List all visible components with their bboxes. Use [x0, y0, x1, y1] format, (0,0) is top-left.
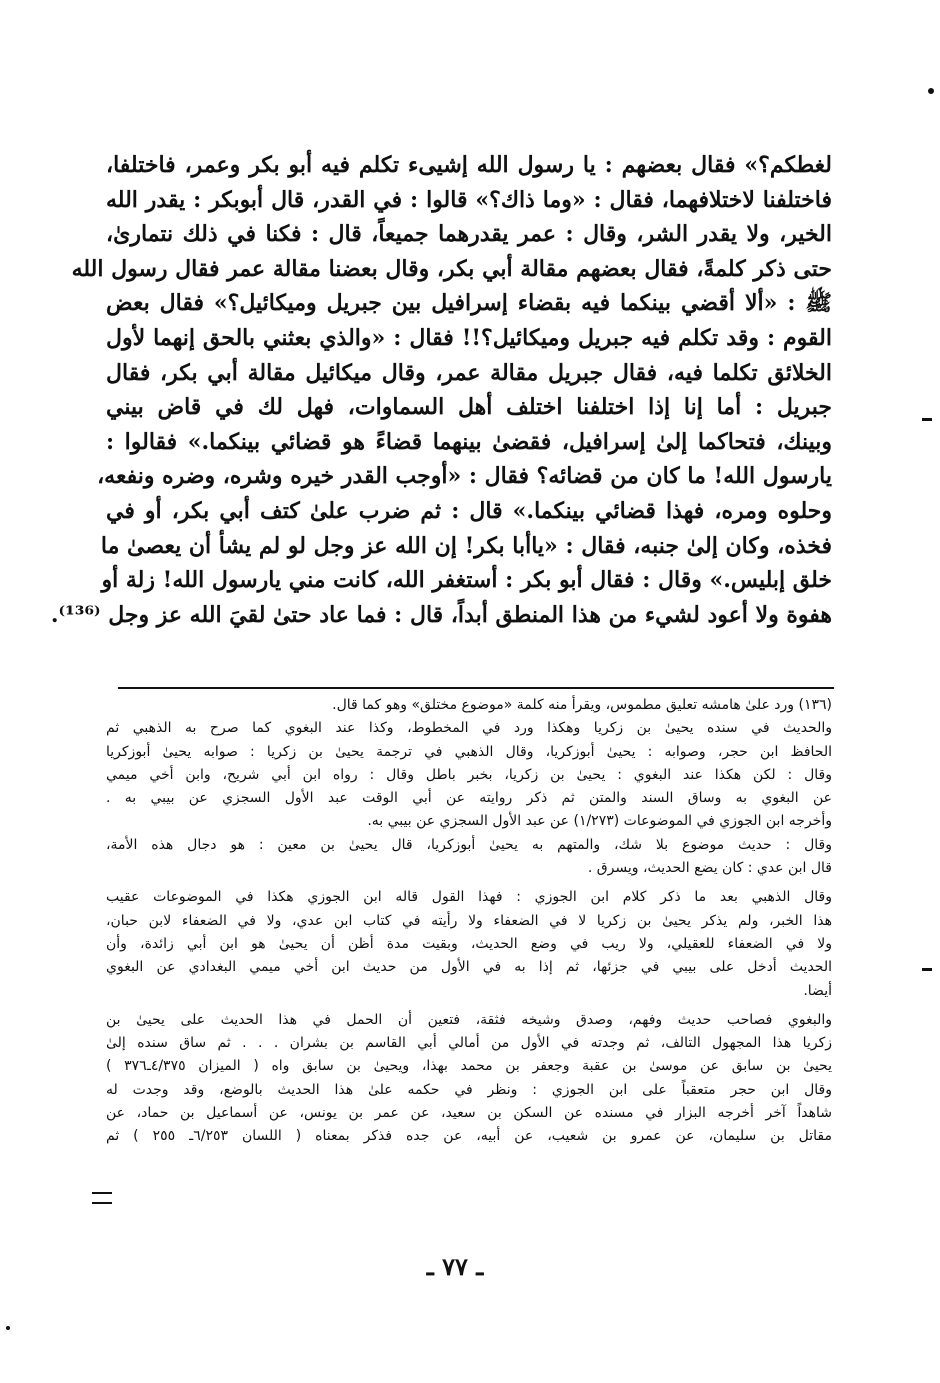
main-text-line: الخير، ولا يقدر الشر، وقال : عمر يقدرهما جميعاً، قال : فكنا في ذلك نتمارىٰ، — [106, 221, 832, 248]
footnotes-block — [106, 694, 832, 1149]
footnote-line: (١٣٦) ورد علىٰ هامشه تعليق مطموس، ويقرأ منه كلمة «موضوع مختلق» وهو كما قال. — [332, 697, 832, 713]
footnote-line: ولا في الضعفاء للعقيلي، ولا ريب في وضع الحديث، وبقيت مدة أظن أن يحيىٰ هو ابن أبي زائدة، وأن — [106, 935, 832, 952]
footnote-paragraph — [106, 886, 832, 1002]
main-text-line: لغطكم؟» فقال بعضهم : يا رسول الله إشيىء تكلم فيه أبو بكر وعمر، فاختلفا، — [106, 152, 832, 178]
footnote-line: وقال : حديث موضوع بلا شك، والمتهم به يحيىٰ أبوزكريا، قال يحيىٰ بن معين : هو دجال هذه الأمة، — [106, 836, 832, 853]
main-text-block — [50, 148, 833, 632]
footnote-line: والبغوي فصاحب حديث وفهم، وصدق وشيخه فثقة، فتعين أن الحمل في هذا الحديث على يحيىٰ بن — [106, 1011, 832, 1028]
footnote-paragraph — [106, 834, 832, 881]
footnote-paragraph — [106, 717, 832, 810]
footnote-line: هذا الخبر، ولم يذكر يحيىٰ بن زكريا لا في الضعفاء ولا رأيته في كتاب ابن عدي، ولا في الضعفاء لابن حبان، — [106, 912, 832, 929]
footnote-line: والحديث في سنده يحيىٰ بن زكريا وهكذا ورد في المخطوط، وكذا عند البغوي كما صرح به الذهبي ثم — [106, 720, 832, 737]
main-text-line: وبينك، فتحاكما إلىٰ إسرافيل، فقضىٰ بينهما قضاءً هو قضائي بينكما.» فقالوا : — [106, 428, 832, 455]
main-text-line: يارسول الله! ما كان من قضائه؟ فقال : «أوجب القدر خيره وشره، وضره ونفعه، — [97, 463, 832, 490]
page-number: ـ ٧٧ ـ — [426, 1252, 484, 1281]
footnote-line: وقال ابن حجر متعقباً على ابن الجوزي : ونظر في حكمه علىٰ هذا الحديث بالوضع، وقد وجدت له — [106, 1081, 832, 1098]
main-text-line: حتى ذكر كلمةً، فقال بعضهم مقالة أبي بكر، وقال بعضنا مقالة عمر فقال رسول الله — [71, 255, 832, 282]
main-text-line: جبريل : أما إنا إذا اختلفنا اختلف أهل السماوات، فهل لك في قاض بيني — [106, 394, 832, 421]
main-text-line: خلق إبليس.» وقال : فقال أبو بكر : أستغفر الله، كانت مني يارسول الله! زلة أو — [101, 567, 832, 594]
margin-dot — [928, 88, 934, 94]
footnote-line: عن البغوي به وساق السند والمتن ثم ذكر روايته عن أبي الوقت عبد الأول السجزي عن بيبي به . — [106, 790, 832, 807]
footnote-line: زكريا هذا المجهول التالف، ثم وجدته في الأول من أمالي أبي القاسم بن بشران . . . ثم ساق سنده إلىٰ — [106, 1035, 832, 1052]
footnote-line: أيضا. — [803, 982, 832, 999]
main-text-line: فاختلفنا لاختلافهما، فقال : «وما ذاك؟» قالوا : في القدر، قال أبوبكر : يقدر الله — [106, 186, 833, 213]
footnote-line: شاهداً آخر أخرجه البزار في مسنده عن السكن بن سعيد، عن عمر بن يونس، عن أسماعيل بن حماد، عن — [106, 1105, 832, 1122]
main-text-line: الخلائق تكلما فيه، فقال جبريل مقالة عمر، وقال ميكائيل مقالة أبي بكر، فقال — [106, 359, 832, 386]
footnote-paragraph — [106, 1009, 832, 1079]
footnote-line: وقال الذهبي بعد ما ذكر كلام ابن الجوزي : فهذا القول قاله ابن الجوزي هكذا في الموضوعات عقيب — [106, 889, 832, 906]
continuation-mark — [92, 1192, 112, 1204]
footnote-paragraph — [106, 694, 832, 717]
main-text-line: هفوة ولا أعود لشيء من هذا المنطق أبداً، قال : فما عاد حتىٰ لقيَ الله عز وجل ⁽¹³⁶⁾. — [50, 601, 832, 628]
footnote-line: وأخرجه ابن الجوزي في الموضوعات (١/٢٧٣) عن عبد الأول السجزي عن بيبي به. — [367, 813, 832, 830]
margin-dot — [6, 1326, 10, 1330]
footnote-line: وقال : لكن هكذا عند البغوي : يحيىٰ بن زكريا، بخبر باطل وقال : رواه ابن أبي شريح، وابن أخي ميمي — [106, 766, 832, 783]
footnote-line: يحيىٰ بن سابق عن موسىٰ بن عقبة وجعفر بن محمد بهذا، ويحيىٰ بن سابق واه ( الميزان ٤/٣٧٥ـ٣٧٦ ) — [106, 1058, 832, 1075]
footnote-line: الحديث أدخل على بيبي في جزئها، ثم إذا به في الأول من حديث ابن أخي ميمي البغدادي عن البغوي — [106, 959, 832, 976]
margin-tick — [922, 968, 932, 971]
main-text-line: فخذه، وكان إلىٰ جنبه، فقال : «ياأبا بكر! إن الله عز وجل لو لم يشأ أن يعصىٰ ما — [100, 532, 832, 559]
footnote-paragraph — [106, 1079, 832, 1149]
footnote-line: مقاتل بن سليمان، عن عمرو بن شعيب، عن أبيه، عن جده فذكر بمعناه ( اللسان ٦/٢٥٣ـ ٢٥٥ ) ثم — [106, 1128, 833, 1145]
main-text-line: وحلوه ومره، فهذا قضائي بينكما.» قال : ثم ضرب علىٰ كتف أبي بكر، أو في — [106, 497, 832, 524]
main-text-line: القوم : وقد تكلم فيه جبريل وميكائيل؟!! فقال : «والذي بعثني بالحق إنهما لأول — [106, 324, 832, 351]
main-text-line: ﷺ : «ألا أقضي بينكما فيه بقضاء إسرافيل بين جبريل وميكائيل؟» فقال بعض — [106, 290, 832, 317]
margin-tick — [922, 418, 932, 421]
footnote-separator — [118, 687, 834, 689]
footnote-line: قال ابن عدي : كان يضع الحديث، ويسرق . — [587, 860, 832, 877]
footnote-paragraph — [106, 810, 832, 833]
footnote-line: الحافظ ابن حجر، وصوابه : يحيىٰ أبوزكريا، وقال الذهبي في ترجمة يحيىٰ بن زكريا : صوابه يحيىٰ أبوزكريا — [106, 743, 832, 760]
